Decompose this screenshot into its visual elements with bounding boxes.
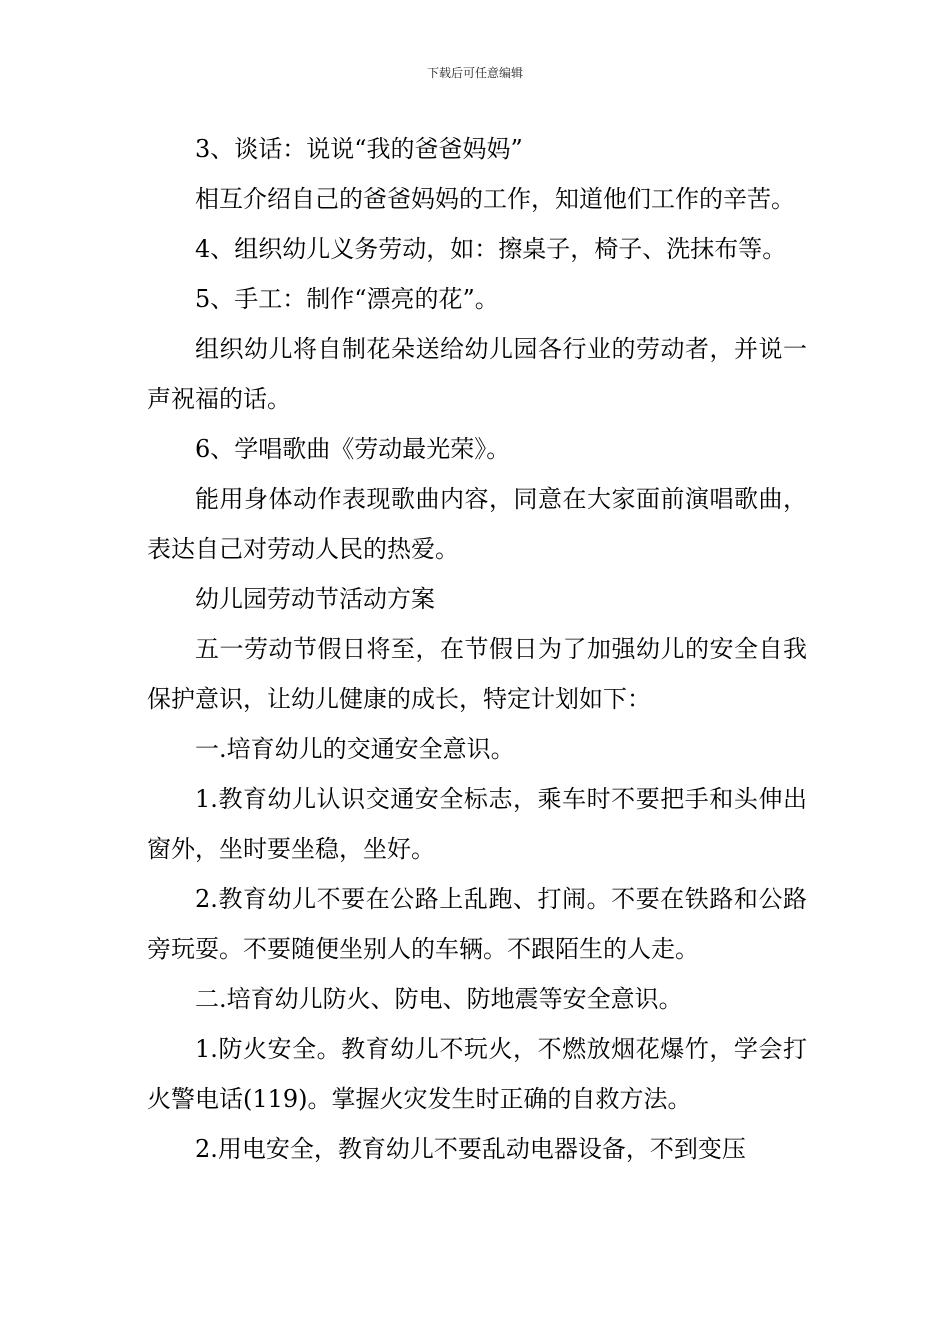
paragraph: 能用身体动作表现歌曲内容，同意在大家面前演唱歌曲，表达自己对劳动人民的热爱。 [147,485,807,563]
paragraph: 4、组织幼儿义务劳动，如：擦桌子，椅子、洗抹布等。 [195,235,787,263]
paragraph: 1.防火安全。教育幼儿不玩火，不燃放烟花爆竹，学会打火警电话(119)。掌握火灾发生时正确的自救方法。 [147,1035,807,1113]
section-title: 幼儿园劳动节活动方案 [195,585,435,613]
document-body [147,124,807,1174]
paragraph: 6、学唱歌曲《劳动最光荣》。 [195,435,511,463]
paragraph: 相互介绍自己的爸爸妈妈的工作，知道他们工作的辛苦。 [195,185,795,213]
paragraph: 二.培育幼儿防火、防电、防地震等安全意识。 [195,985,683,1013]
paragraph: 5、手工：制作“漂亮的花”。 [195,285,499,313]
page-header: 下载后可任意编辑 [426,66,523,80]
paragraph: 一.培育幼儿的交通安全意识。 [195,735,515,763]
paragraph: 组织幼儿将自制花朵送给幼儿园各行业的劳动者，并说一声祝福的话。 [147,335,807,413]
paragraph: 2.教育幼儿不要在公路上乱跑、打闹。不要在铁路和公路旁玩耍。不要随便坐别人的车辆。不跟陌生的人走。 [147,885,807,963]
paragraph: 1.教育幼儿认识交通安全标志，乘车时不要把手和头伸出窗外，坐时要坐稳，坐好。 [147,785,807,863]
paragraph: 3、谈话：说说“我的爸爸妈妈” [195,135,523,163]
paragraph: 2.用电安全，教育幼儿不要乱动电器设备，不到变压 [195,1135,746,1163]
paragraph: 五一劳动节假日将至，在节假日为了加强幼儿的安全自我保护意识，让幼儿健康的成长，特定计划如下： [147,635,807,713]
